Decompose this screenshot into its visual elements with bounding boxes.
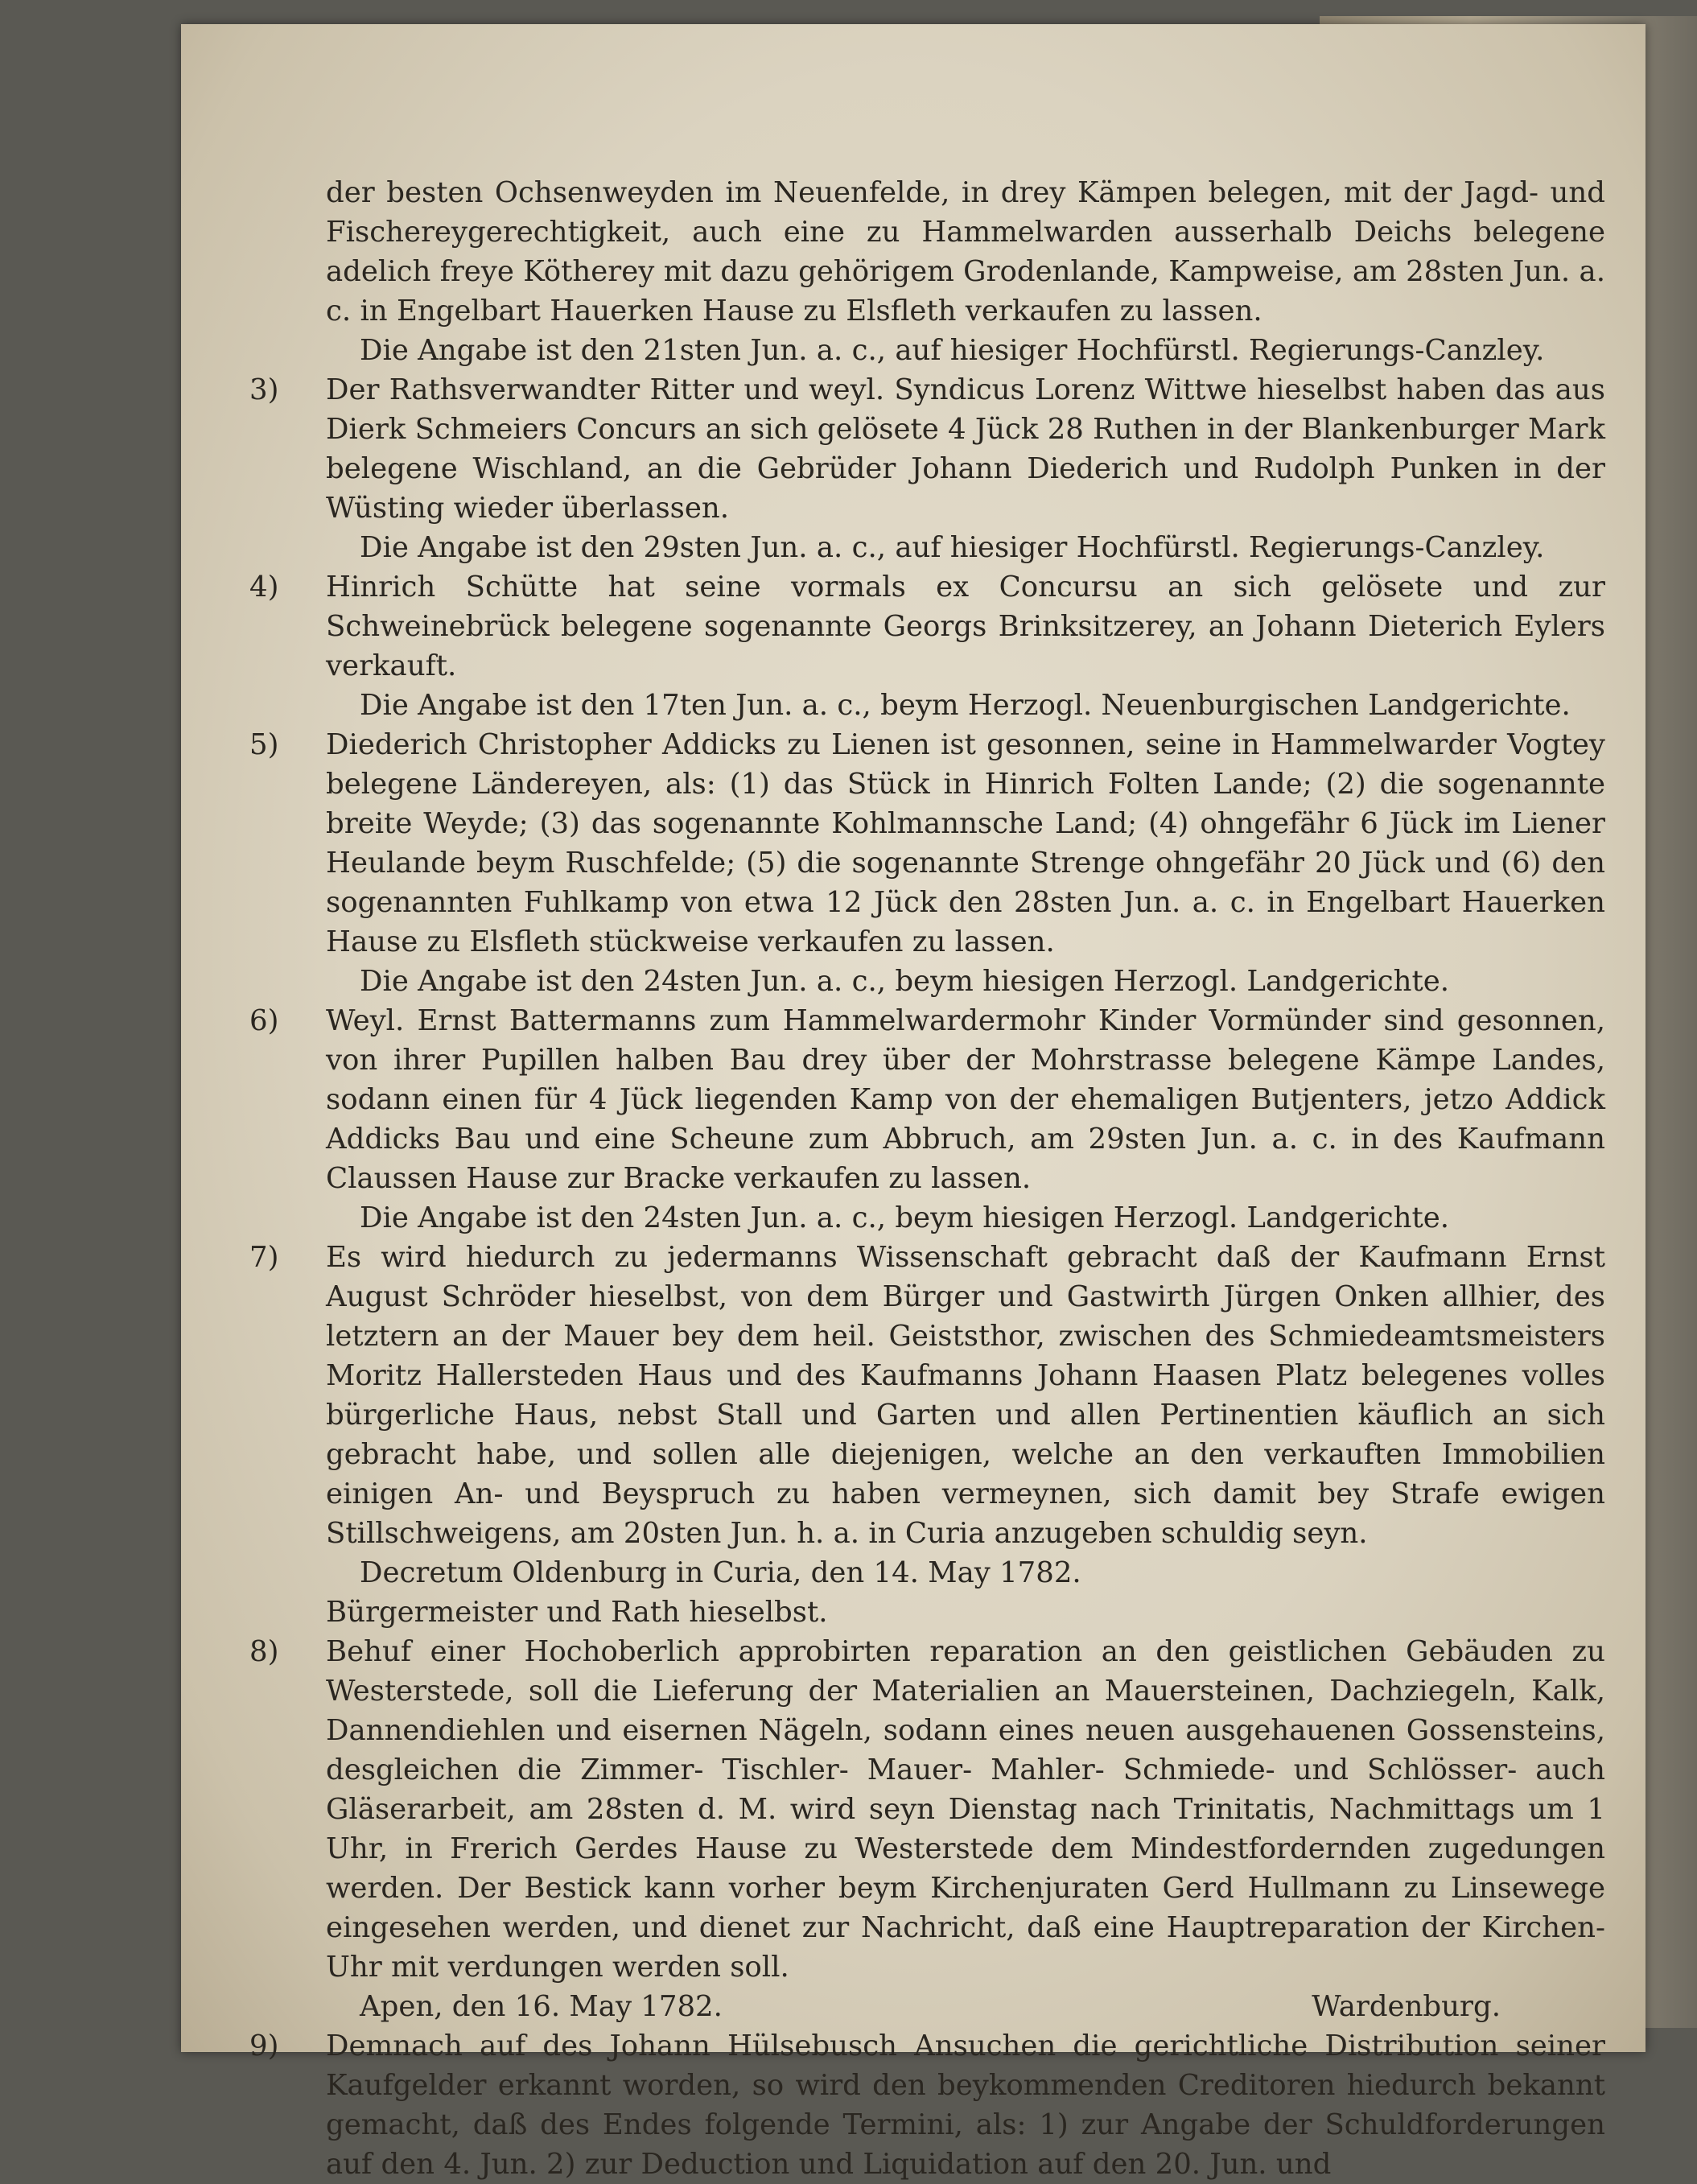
- entry-note: Die Angabe ist den 17ten Jun. a. c., beym Herzogl. Neuenburgischen Landgerichte.: [360, 689, 1571, 722]
- entry-9: [249, 2026, 1605, 2184]
- entry-note: Die Angabe ist den 21sten Jun. a. c., auf hiesiger Hochfürstl. Regierungs-Canzley.: [360, 334, 1545, 367]
- entry-place-date: Apen, den 16. May 1782.: [360, 1990, 723, 2023]
- entry-note: Die Angabe ist den 24sten Jun. a. c., beym hiesigen Herzogl. Landgerichte.: [360, 1201, 1450, 1234]
- entry-text: Behuf einer Hochoberlich approbirten reparation an den geistlichen Gebäuden zu Westerstede, soll die Lieferung der Materialien an Mauersteinen, Dachziegeln, Kalk, Dannendiehlen und eisernen Nägeln, sodann eines neuen ausgehauenen Gossensteins, desgleichen die Zimmer- Tischler- Mauer- Mahler- Schmiede- und Schlösser- auch Gläserarbeit, am 28sten d. M. wird seyn Dienstag nach Trinitatis, Nachmittags um 1 Uhr, in Frerich Gerdes Hause zu Westerstede dem Mindestfordernden zugedungen werden. Der Bestick kann vorher beym Kirchenjuraten Gerd Hullmann zu Linsewege eingesehen werden, und dienet zur Nachricht, daß eine Hauptreparation der Kirchen-Uhr mit verdungen werden soll.: [326, 1635, 1605, 1984]
- entry-place-right: Wardenburg.: [1312, 1990, 1501, 2023]
- entry-place-date-row: [326, 1987, 1605, 2026]
- document-text: [249, 173, 1605, 2184]
- entry-text: Es wird hiedurch zu jedermanns Wissenschaft gebracht daß der Kaufmann Ernst August Schröder hieselbst, von dem Bürger und Gastwirth Jürgen Onken allhier, des letztern an der Mauer bey dem heil. Geiststhor, zwischen des Schmiedeamtsmeisters Moritz Hallersteden Haus und des Kaufmanns Johann Haasen Platz belegenes volles bürgerliche Haus, nebst Stall und Garten und allen Pertinentien käuflich an sich gebracht habe, und sollen alle diejenigen, welche an den verkauften Immobilien einigen An- und Beyspruch zu haben vermeynen, sich damit bey Strafe ewigen Stillschweigens, am 20sten Jun. h. a. in Curia anzugeben schuldig seyn.: [326, 1241, 1605, 1550]
- entry-note: Die Angabe ist den 24sten Jun. a. c., beym hiesigen Herzogl. Landgerichte.: [360, 965, 1450, 998]
- entry-3: [249, 370, 1605, 567]
- entry-text: Demnach auf des Johann Hülsebusch Ansuchen die gerichtliche Distribution seiner Kaufgelder erkannt worden, so wird den beykommenden Creditoren hiedurch bekannt gemacht, daß des Endes folgende Termini, als: 1) zur Angabe der Schuldforderungen auf den 4. Jun. 2) zur Deduction und Liquidation auf den 20. Jun. und: [326, 2029, 1605, 2181]
- entry-number: 8): [249, 1635, 279, 1668]
- entry-text: Hinrich Schütte hat seine vormals ex Concursu an sich gelösete und zur Schweinebrück belegene sogenannte Georgs Brinksitzerey, an Johann Dieterich Eylers verkauft.: [326, 571, 1605, 682]
- entry-5: [249, 725, 1605, 1001]
- entry-text: Der Rathsverwandter Ritter und weyl. Syndicus Lorenz Wittwe hieselbst haben das aus Dierk Schmeiers Concurs an sich gelösete 4 Jück 28 Ruthen in der Blankenburger Mark belegene Wischland, an die Gebrüder Johann Diederich und Rudolph Punken in der Wüsting wieder überlassen.: [326, 373, 1605, 525]
- entry-6: [249, 1001, 1605, 1238]
- entry-decree: Decretum Oldenburg in Curia, den 14. May 1782.: [360, 1556, 1081, 1589]
- entry-text: Weyl. Ernst Battermanns zum Hammelwardermohr Kinder Vormünder sind gesonnen, von ihrer Pupillen halben Bau drey über der Mohrstrasse belegene Kämpe Landes, sodann einen für 4 Jück liegenden Kamp von der ehemaligen Butjenters, jetzo Addick Addicks Bau und eine Scheune zum Abbruch, am 29sten Jun. a. c. in des Kaufmann Claussen Hause zur Bracke verkaufen zu lassen.: [326, 1004, 1605, 1195]
- entry-number: 6): [249, 1004, 279, 1037]
- entry-number: 3): [249, 373, 279, 406]
- entry-8: [249, 1632, 1605, 2026]
- entry-signature: Bürgermeister und Rath hieselbst.: [326, 1596, 828, 1629]
- entry-text: der besten Ochsenweyden im Neuenfelde, in drey Kämpen belegen, mit der Jagd- und Fischereygerechtigkeit, auch eine zu Hammelwarden ausserhalb Deichs belegene adelich freye Kötherey mit dazu gehörigem Grodenlande, Kampweise, am 28sten Jun. a. c. in Engelbart Hauerken Hause zu Elsfleth verkaufen zu lassen.: [326, 176, 1605, 328]
- entry-continued: [326, 173, 1605, 370]
- entry-number: 4): [249, 571, 279, 604]
- entry-number: 7): [249, 1241, 279, 1274]
- entry-number: 9): [249, 2029, 279, 2062]
- entry-number: 5): [249, 728, 279, 761]
- entry-4: [249, 567, 1605, 725]
- entry-text: Diederich Christopher Addicks zu Lienen ist gesonnen, seine in Hammelwarder Vogtey belegene Ländereyen, als: (1) das Stück in Hinrich Folten Lande; (2) die sogenannte breite Weyde; (3) das sogenannte Kohlmannsche Land; (4) ohngefähr 6 Jück im Liener Heulande beym Ruschfelde; (5) die sogenannte Strenge ohngefähr 20 Jück und (6) den sogenannten Fuhlkamp von etwa 12 Jück den 28sten Jun. a. c. in Engelbart Hauerken Hause zu Elsfleth stückweise verkaufen zu lassen.: [326, 728, 1605, 958]
- entry-7: [249, 1238, 1605, 1632]
- entry-note: Die Angabe ist den 29sten Jun. a. c., auf hiesiger Hochfürstl. Regierungs-Canzley.: [360, 531, 1545, 564]
